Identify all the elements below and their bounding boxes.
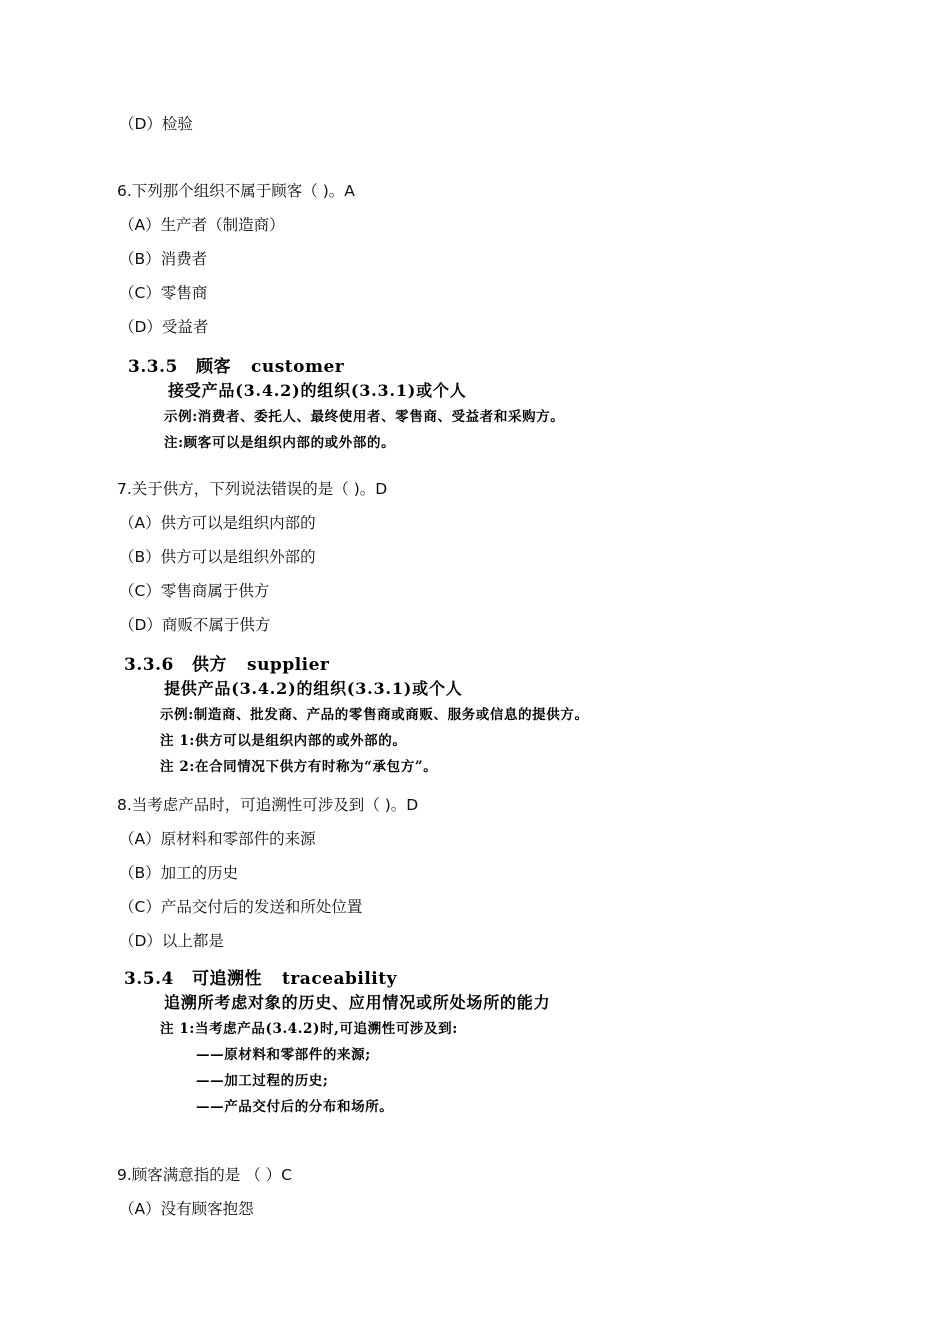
q6-question: 6.下列那个组织不属于顾客（ )。A [117,182,355,200]
q8-option-a: （A）原材料和零部件的来源 [119,830,316,848]
ref-354-note-1: 注 1:当考虑产品(3.4.2)时,可追溯性可涉及到: [160,1021,458,1037]
ref-336-number: 3.3.6 [124,655,174,675]
q6-option-b: （B）消费者 [119,250,208,268]
ref-335-block [128,356,564,456]
ref-354-definition: 追溯所考虑对象的历史、应用情况或所处场所的能力 [164,993,551,1012]
q8-option-c: （C）产品交付后的发送和所处位置 [119,898,363,916]
ref-354-item-2: ——加工过程的历史; [196,1073,329,1089]
q8-option-b: （B）加工的历史 [119,864,239,882]
q9-question: 9.顾客满意指的是 （ ）C [117,1166,292,1184]
q6-option-d: （D）受益者 [119,318,209,336]
ref-335-term-cn: 顾客 [196,357,231,377]
ref-335-note: 注:顾客可以是组织内部的或外部的。 [164,435,396,451]
q7-option-a: （A）供方可以是组织内部的 [119,514,316,532]
q8-option-d: （D）以上都是 [119,932,224,950]
ref-354-heading [124,968,550,990]
ref-354-item-1: ——原材料和零部件的来源; [196,1047,371,1063]
q9-option-a: （A）没有顾客抱怨 [119,1200,254,1218]
q5-option-d: （D）检验 [119,115,193,133]
ref-335-definition: 接受产品(3.4.2)的组织(3.3.1)或个人 [168,381,467,400]
ref-336-note-1: 注 1:供方可以是组织内部的或外部的。 [160,733,407,749]
ref-336-term-en: supplier [247,655,330,675]
q7-question: 7.关于供方，下列说法错误的是（ )。D [117,480,388,498]
ref-336-term-cn: 供方 [192,655,227,675]
q6-option-c: （C）零售商 [119,284,208,302]
q7-option-c: （C）零售商属于供方 [119,582,270,600]
ref-354-number: 3.5.4 [124,969,174,989]
q8-question: 8.当考虑产品时，可追溯性可涉及到（ )。D [117,796,419,814]
ref-354-block [124,968,550,1120]
q7-option-d: （D）商贩不属于供方 [119,616,271,634]
ref-336-example: 示例:制造商、批发商、产品的零售商或商贩、服务或信息的提供方。 [160,707,589,723]
ref-336-heading [124,654,589,676]
ref-335-number: 3.3.5 [128,357,178,377]
ref-336-block [124,654,589,780]
ref-335-example: 示例:消费者、委托人、最终使用者、零售商、受益者和采购方。 [164,409,565,425]
q6-option-a: （A）生产者（制造商） [119,216,285,234]
ref-354-term-en: traceability [282,969,397,989]
q7-option-b: （B）供方可以是组织外部的 [119,548,316,566]
ref-336-definition: 提供产品(3.4.2)的组织(3.3.1)或个人 [164,679,463,698]
ref-354-item-3: ——产品交付后的分布和场所。 [196,1099,394,1115]
ref-336-note-2: 注 2:在合同情况下供方有时称为“承包方”。 [160,759,438,775]
ref-335-term-en: customer [251,357,345,377]
ref-335-heading [128,356,564,378]
ref-354-term-cn: 可追溯性 [192,969,262,989]
